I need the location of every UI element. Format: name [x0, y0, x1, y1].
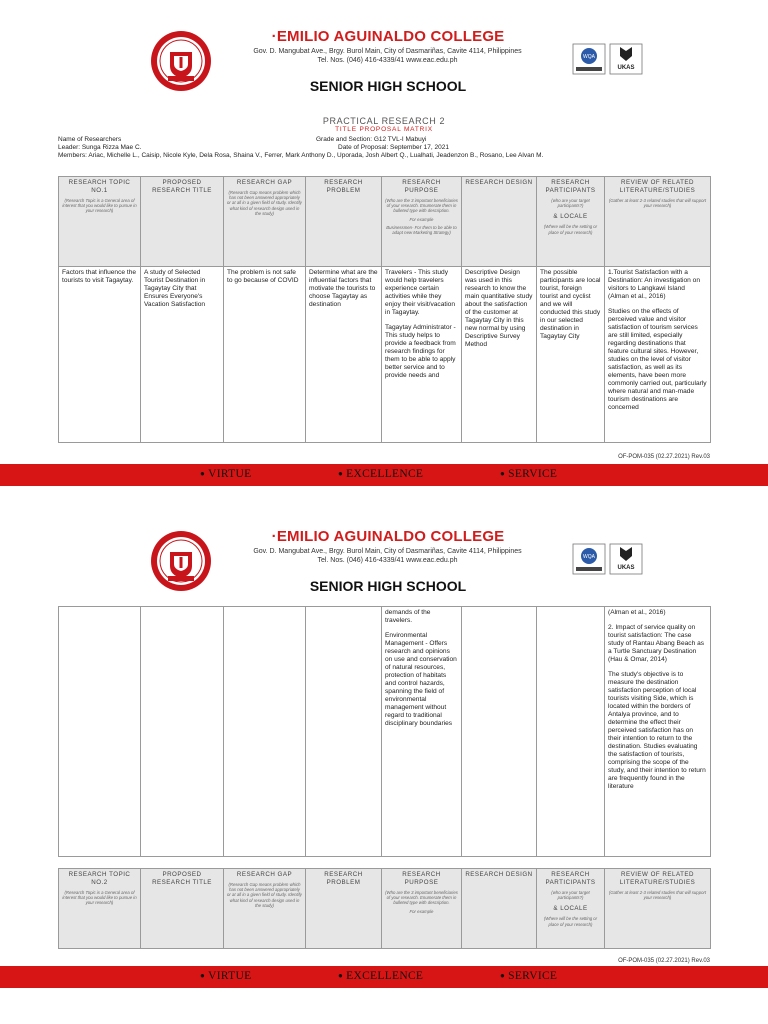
college-address: Gov. D. Mangubat Ave., Brgy. Burol Main, City of Dasmariñas, Cavite 4114, Philippines Tel. Nos. (046) 416-4339/41 www.eac.edu.ph [253, 548, 522, 564]
cell-rrl: 1.Tourist Satisfaction with a Destination: An investigation on visitors to Langkawi Island (Alman et al., 2016) Studies on the effects of perceived value and visitor satisfaction of tourism services are still limited, especially regarding destinations that feature cultural sites. However, studies on the level of visitor satisfaction, as well as its elements, have been more commonly carried out, particularly where natural and man-made tourism destinations are concerned [605, 267, 711, 443]
badge-right-text: UKAS [617, 565, 635, 571]
certification-badges-icon [572, 42, 644, 78]
header-review-literature: REVIEW OF RELATED LITERATURE/STUDIES (Gather at least 2-3 related studies that will support your research) [605, 869, 711, 949]
form-code: OF-POM-035 (02.27.2021) Rev.03 [618, 454, 710, 460]
value-excellence: ● EXCELLENCE [338, 970, 424, 982]
header-research-problem: RESEARCH PROBLEM [306, 869, 382, 949]
page-1 [0, 0, 768, 500]
header-research-topic: RESEARCH TOPIC NO.2 (Research Topic is a General area of interest that you would like to pursue in your research) [59, 869, 141, 949]
matrix-topic-2 [58, 868, 711, 949]
date-of-proposal: Date of Proposal: September 17, 2021 [338, 144, 449, 151]
cell-participants: The possible participants are local tourist, foreign tourist and cyclist and we will conducted this study in our selected destination in Tagaytay City [537, 267, 605, 443]
college-address: Gov. D. Mangubat Ave., Brgy. Burol Main, City of Dasmariñas, Cavite 4114, Philippines Tel. Nos. (046) 416-4339/41 www.eac.edu.ph [253, 48, 522, 64]
cell-topic [59, 607, 141, 857]
header-research-design: RESEARCH DESIGN [462, 869, 537, 949]
badge-right-text: UKAS [617, 65, 635, 71]
document-subtitle: TITLE PROPOSAL MATRIX [335, 126, 433, 133]
header-research-problem: RESEARCH PROBLEM [306, 177, 382, 267]
title-proposal-matrix [58, 176, 711, 443]
cell-purpose: Travelers - This study would help travelers experience certain activities while they enjoy their visit/vacation in Tagaytay. Tagaytay Administrator - This study helps to provide a feedback from research findings for them to be able to apply better service and to provide needs and [382, 267, 462, 443]
cell-participants [537, 607, 605, 857]
header-research-purpose: RESEARCH PURPOSE (Who are the 3 important beneficiaries of your research. Enumerate them in bulleted type with description. For example [382, 869, 462, 949]
table-row [59, 267, 711, 443]
value-virtue: ● VIRTUE [200, 970, 252, 982]
college-name: ·EMILIO AGUINALDO COLLEGE [271, 528, 505, 545]
header-research-purpose: RESEARCH PURPOSE (Who are the 3 important beneficiaries of your research. Enumerate them in bulleted type with description. For example Businessmen- For them to be able to adapt new Marketing Strategy) [382, 177, 462, 267]
header-research-topic: RESEARCH TOPIC NO.1 (Research Topic is a General area of interest that you would like to pursue in your research) [59, 177, 141, 267]
certification-badges-icon [572, 542, 644, 578]
header-proposed-title: PROPOSED RESEARCH TITLE [141, 177, 224, 267]
cell-topic: Factors that influence the tourists to visit Tagaytay. [59, 267, 141, 443]
members-line: Members: Ariac, Michelle L., Caisip, Nicole Kyle, Dela Rosa, Shaina V., Ferrer, Mark Anthony D., Uporada, Josh Albert Q., Lualhati, Jeadenzon B., Rosano, Lee Alvan M. [58, 152, 544, 159]
cell-purpose: demands of the travelers. Environmental Management - Offers research and opinions on use and conservation of natural resources, protection of habitats and control hazards, spanning the field of environmental management without regard to traditional disciplinary boundaries [382, 607, 462, 857]
grade-section: Grade and Section: G12 TVL-I Mabuyi [316, 136, 427, 143]
name-of-researchers-label: Name of Researchers [58, 136, 122, 143]
college-seal-icon [150, 530, 212, 592]
value-excellence: ● EXCELLENCE [338, 468, 424, 480]
cell-title: A study of Selected Tourist Destination in Tagaytay City that Ensures Everyone's Vacation Satisfaction [141, 267, 224, 443]
header-review-literature: REVIEW OF RELATED LITERATURE/STUDIES (Gather at least 2-3 related studies that will support your research) [605, 177, 711, 267]
school-division: SENIOR HIGH SCHOOL [309, 78, 467, 94]
letterhead [0, 0, 768, 110]
value-service: ● SERVICE [500, 468, 558, 480]
cell-gap [224, 607, 306, 857]
header-proposed-title: PROPOSED RESEARCH TITLE [141, 869, 224, 949]
header-research-design: RESEARCH DESIGN [462, 177, 537, 267]
cell-title [141, 607, 224, 857]
cell-gap: The problem is not safe to go because of COVID [224, 267, 306, 443]
school-division: SENIOR HIGH SCHOOL [309, 578, 467, 594]
form-code: OF-POM-035 (02.27.2021) Rev.03 [618, 958, 710, 964]
matrix-header-row [59, 177, 711, 267]
college-seal-icon [150, 30, 212, 92]
core-values-bar [0, 464, 768, 486]
cell-problem [306, 607, 382, 857]
cell-rrl: (Alman et al., 2016) 2. Impact of service quality on tourist satisfaction: The case study of Rantau Abang Beach as a Turtle Sanctuary Destination (Hau & Omar, 2014) The study's objective is to measure the destination satisfaction perception of local tourists visiting Side, which is located within the borders of Antalya province, and to determine the effect their perceived satisfaction has on their intention to return to the destination. Studies evaluating the satisfaction of tourists, comprising the scope of the study, and their intention to return are frequently found in the literature [605, 607, 711, 857]
matrix-continuation [58, 606, 711, 857]
cell-design: Descriptive Design was used in this research to know the main quantitative study about the satisfaction of the customer at Tagaytay City in this new normal by using Descriptive Survey Method [462, 267, 537, 443]
header-research-gap: RESEARCH GAP (Research Gap means problem which has not been answered appropriately or at all in a given field of study. Identify what kind of research design used in the study) [224, 869, 306, 949]
cell-design [462, 607, 537, 857]
badge-left-text: WQA [583, 54, 595, 60]
document-title: PRACTICAL RESEARCH 2 [322, 116, 446, 126]
matrix-header-row [59, 869, 711, 949]
cell-problem: Determine what are the influential factors that motivate the tourists to choose Tagaytay as destination [306, 267, 382, 443]
value-virtue: ● VIRTUE [200, 468, 252, 480]
value-service: ● SERVICE [500, 970, 558, 982]
page-2 [0, 500, 768, 1024]
college-name: ·EMILIO AGUINALDO COLLEGE [271, 28, 505, 45]
header-research-participants: RESEARCH PARTICIPANTS (who are your target participants?) & LOCALE (Where will be the setting or place of your research) [537, 869, 605, 949]
core-values-bar [0, 966, 768, 988]
leader-line: Leader: Sunga Rizza Mae C. [58, 144, 142, 151]
letterhead [0, 500, 768, 610]
table-row [59, 607, 711, 857]
header-research-participants: RESEARCH PARTICIPANTS (who are your target participants?) & LOCALE (Where will be the setting or place of your research) [537, 177, 605, 267]
header-research-gap: RESEARCH GAP (Research Gap means problem which has not been answered appropriately or at all in a given field of study. Identify what kind of research design used in the study) [224, 177, 306, 267]
badge-left-text: WQA [583, 554, 595, 560]
